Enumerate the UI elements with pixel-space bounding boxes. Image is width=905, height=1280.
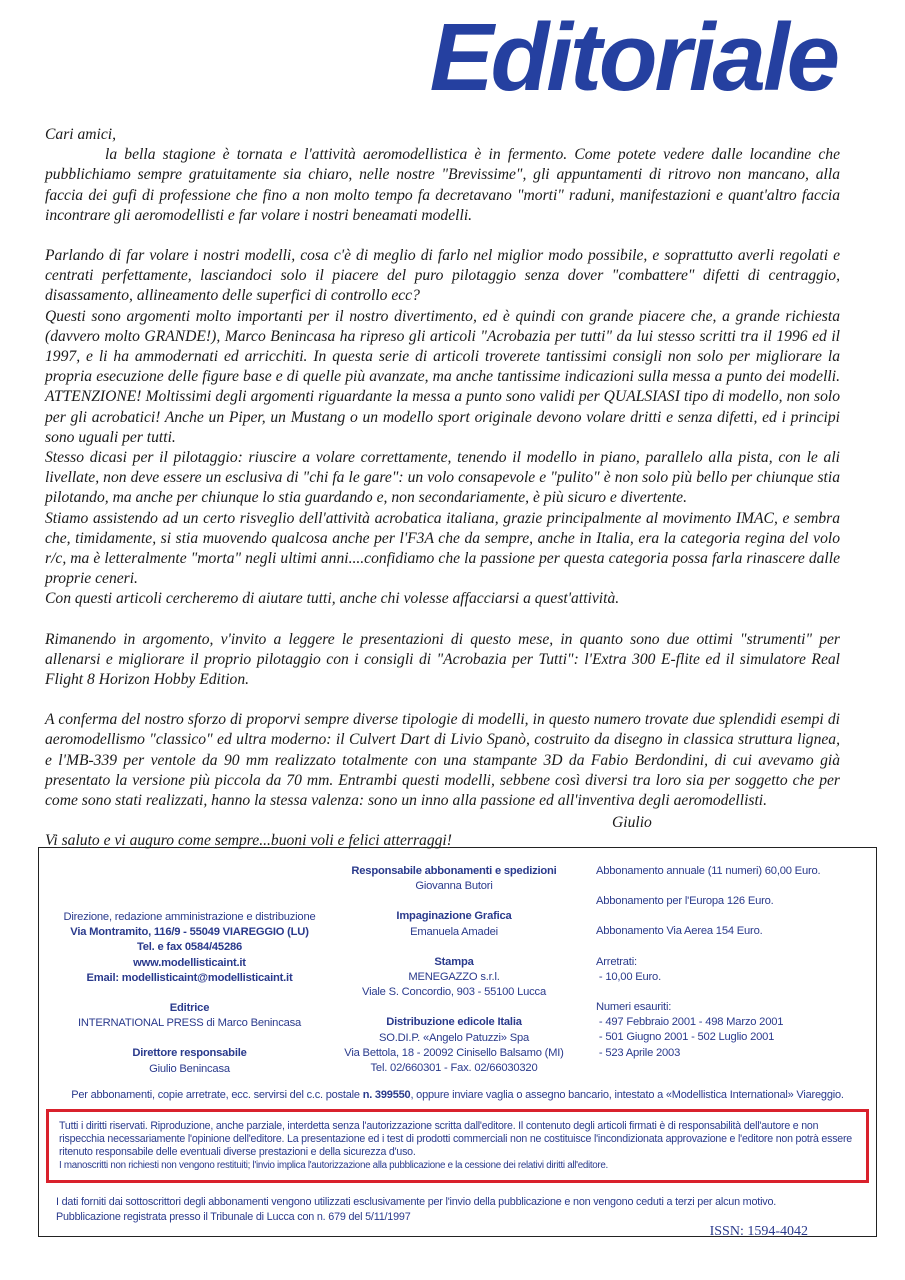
postal-text-after: , oppure inviare vaglia o assegno bancario, intestato a «Modellistica International» Viareggio. xyxy=(410,1089,844,1101)
registration-text: Pubblicazione registrata presso il Tribunale di Lucca con n. 679 del 5/11/1997 xyxy=(56,1211,411,1223)
soldout-item: - 523 Aprile 2003 xyxy=(596,1046,681,1059)
publisher-value: INTERNATIONAL PRESS di Marco Benincasa xyxy=(77,1017,302,1030)
director-value: Giulio Benincasa xyxy=(149,1062,230,1075)
privacy-text: I dati forniti dai sottoscrittori degli abbonamenti vengono utilizzati esclusivamente per l'invio della pubblicazione e non vengono ceduti a terzi per alcun motivo. xyxy=(56,1196,777,1208)
subscriptions-value: Giovanna Butori xyxy=(415,880,493,893)
colophon-box xyxy=(38,847,877,1237)
paragraph: Con questi articoli cercheremo di aiutare tutti, anche chi volesse affacciarsi a quest'attività. xyxy=(45,590,620,608)
distribution-phone: Tel. 02/660301 - Fax. 02/66030320 xyxy=(370,1062,538,1075)
colophon-right xyxy=(596,864,866,1061)
distribution-address: Via Bettola, 18 - 20092 Cinisello Balsamo (MI) xyxy=(344,1046,564,1059)
soldout-item: - 497 Febbraio 2001 - 498 Marzo 2001 xyxy=(596,1016,784,1029)
rights-main: Tutti i diritti riservati. Riproduzione, anche parziale, interdetta senza l'autorizzazione scritta dall'editore. Il contenuto degli articoli firmati è di responsabilità dell'autore e non rispecchia necessariamente l'opinione dell'editore. La presentazione ed i test di prodotti commerciali non ne costituisce l'incondizionata approvazione e l'editore non potrà essere ritenuto responsabile delle eventuali diverse prestazioni e della sicurezza d'uso. xyxy=(59,1120,853,1158)
price-airmail: Abbonamento Via Aerea 154 Euro. xyxy=(596,925,763,938)
arrears-label: Arretrati: xyxy=(596,955,637,968)
paragraph: la bella stagione è tornata e l'attività aeromodellistica è in fermento. Come potete vedere dalle locandine che pubblichiamo sempre gratuitamente sia chiaro, nelle nostre "Brevissime", gli appuntamenti di ritrovo non mancano, alla faccia dei gufi di professione che fino a non molto tempo fa decretavano "morti" raduni, manifestazioni e quant'altro faccia incontrare gli aeromodellisti e far volare i nostri beneamati modelli. xyxy=(45,146,840,224)
paragraph: Stesso dicasi per il pilotaggio: riuscire a volare correttamente, tenendo il modello in piano, parallelo alla pista, con le ali livellate, non deve essere un esclusiva di "chi fa le gare": un volo consapevole e "pulito" è non solo più bello per chiunque stia pilotando, ma anche per chiunque lo stia guardando e, non secondariamente, è più sicuro e divertente. xyxy=(45,449,840,507)
closing: Vi saluto e vi auguro come sempre...buoni voli e felici atterraggi! xyxy=(45,832,452,850)
postal-account-number: n. 399550 xyxy=(362,1089,411,1101)
postal-text-before: Per abbonamenti, copie arretrate, ecc. servirsi del c.c. postale xyxy=(71,1089,363,1101)
signature: Giulio xyxy=(612,814,652,831)
colophon-center xyxy=(329,864,579,1076)
paragraph: Rimanendo in argomento, v'invito a leggere le presentazioni di questo mese, in quanto sono due ottimi "strumenti" per allenarsi e migliorare il proprio pilotaggio con i consigli di "Acrobazia per Tutti": l'Extra 300 E-flite ed il simulatore Real Flight 8 Horizon Hobby Edition. xyxy=(45,630,840,689)
direction-address: Via Montramito, 116/9 - 55049 VIAREGGIO (LU) xyxy=(70,926,309,939)
subscriptions-label: Responsabile abbonamenti e spedizioni xyxy=(351,865,557,877)
distribution-label: Distribuzione edicole Italia xyxy=(386,1016,522,1029)
paragraph: A conferma del nostro sforzo di proporvi sempre diverse tipologie di modelli, in questo numero trovate due splendidi esempi di aeromodellismo "classico" ed ultra moderno: il Culvert Dart di Livio Spanò, costruito da disegno in classica struttura lignea, e l'MB-339 per ventole da 90 mm realizzato totalmente con una stampante 3D da Fabio Berdondini, di cui avevamo già presentato la versione più piccola da 70 mm. Entrambi questi modelli, sebbene così diversi tra loro sia per soggetto che per come sono stati realizzati, hanno la stessa valenza: sono un inno alla passione ed all'inventiva degli aeromodellisti. xyxy=(45,711,840,810)
publisher-label: Editrice xyxy=(169,1002,210,1015)
greeting: Cari amici, xyxy=(45,126,117,143)
editorial-body xyxy=(45,125,840,852)
layout-value: Emanuela Amadei xyxy=(410,925,498,938)
rights-notice xyxy=(46,1109,869,1183)
print-name: MENEGAZZO s.r.l. xyxy=(408,971,500,984)
distribution-name: SO.DI.P. «Angelo Patuzzi» Spa xyxy=(378,1031,530,1044)
direction-phone: Tel. e fax 0584/45286 xyxy=(136,941,243,954)
website-link[interactable]: www.modellisticaint.it xyxy=(133,956,246,969)
page-title: Editoriale xyxy=(429,4,837,111)
rights-manuscripts: I manoscritti non richiesti non vengono restituiti; l'invio implica l'autorizzazione alla pubblicazione e la cessione dei relativi diritti all'editore. xyxy=(59,1160,608,1171)
paragraph: Parlando di far volare i nostri modelli, cosa c'è di meglio di farlo nel miglior modo possibile, e soprattutto averli regolati e centrati perfettamente, lasciandoci solo il piacere del puro pilotaggio senza dover "combattere" difetti di centraggio, disassamento, allineamento delle superfici di controllo ecc? xyxy=(45,247,840,305)
direction-label: Direzione, redazione amministrazione e distribuzione xyxy=(63,911,316,923)
email-link[interactable]: Email: modellisticaint@modellisticaint.it xyxy=(86,971,293,984)
privacy-notice xyxy=(56,1195,866,1225)
print-label: Stampa xyxy=(434,955,474,968)
price-annual: Abbonamento annuale (11 numeri) 60,00 Euro. xyxy=(596,865,821,877)
paragraph: Stiamo assistendo ad un certo risveglio dell'attività acrobatica italiana, grazie principalmente al movimento IMAC, e sembra che, timidamente, si stia muovendo qualcosa anche per l'F3A che da sempre, anche in Italia, era la categoria regina del volo r/c, ma è letteralmente "morta" negli ultimi anni....confidiamo che la passione per questa categoria possa farla rinascere dalle proprie ceneri. xyxy=(45,509,840,588)
print-address: Viale S. Concordio, 903 - 55100 Lucca xyxy=(362,986,546,999)
director-label: Direttore responsabile xyxy=(132,1047,247,1060)
issn: ISSN: 1594-4042 xyxy=(709,1224,808,1239)
soldout-item: - 501 Giugno 2001 - 502 Luglio 2001 xyxy=(596,1031,775,1044)
layout-label: Impaginazione Grafica xyxy=(396,910,512,923)
paragraph: Questi sono argomenti molto importanti per il nostro divertimento, ed è quindi con grande piacere che, a grande richiesta (davvero molto GRANDE!), Marco Benincasa ha ripreso gli articoli "Acrobazia per tutti" da lui stesso scritti tra il 1996 ed il 1997, e li ha ammodernati ed arricchiti. In questa serie di articoli troverete tantissimi consigli non solo per migliorare la propria esecuzione delle figure base e di quelle più avanzate, ma anche tantissime indicazioni sulla messa a punto dei modelli. ATTENZIONE! Moltissimi degli argomenti riguardante la messa a punto sono validi per QUALSIASI tipo di modello, non solo per gli acrobatici! Anche un Piper, un Mustang o un modello sport originale devono volare dritti e senza difetti, ed i principi sono uguali per tutti. xyxy=(45,307,840,446)
price-europe: Abbonamento per l'Europa 126 Euro. xyxy=(596,895,774,908)
arrears-value: - 10,00 Euro. xyxy=(596,970,661,983)
colophon-left xyxy=(57,910,322,1077)
soldout-label: Numeri esauriti: xyxy=(596,1001,672,1014)
postal-account-note xyxy=(39,1089,876,1101)
